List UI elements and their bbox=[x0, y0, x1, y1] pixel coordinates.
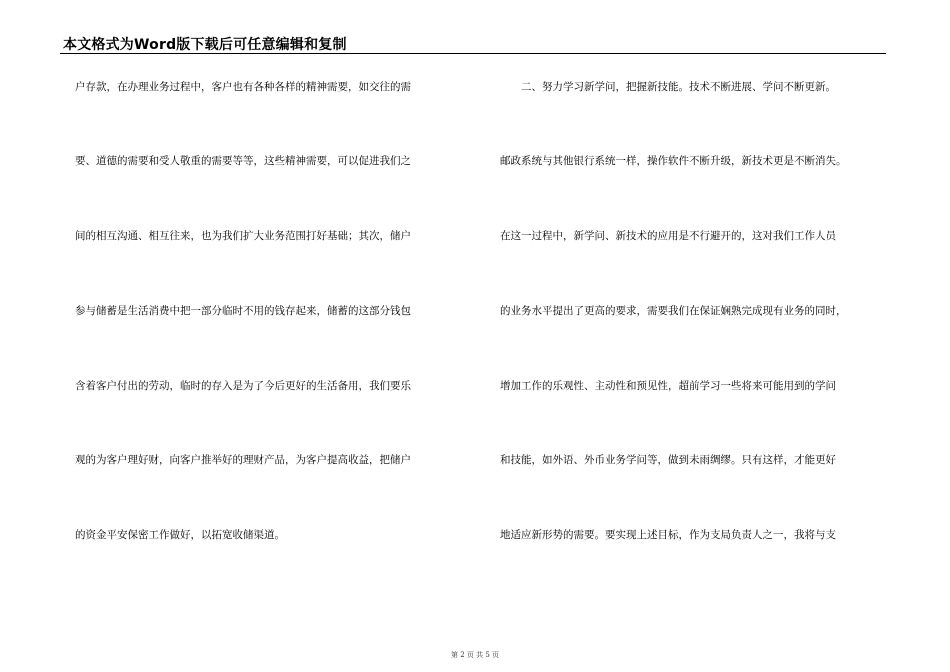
text-line: 邮政系统与其他银行系统一样，操作软件不断升级，新技术更是不断消失。 bbox=[500, 155, 847, 167]
text-line: 在这一过程中，新学问、新技术的应用是不行避开的，这对我们工作人员 bbox=[500, 230, 836, 242]
page-number: 第 2 页 共 5 页 bbox=[450, 651, 500, 659]
text-line: 要、道德的需要和受人敬重的需要等等，这些精神需要，可以促进我们之 bbox=[75, 155, 411, 167]
text-line: 含着客户付出的劳动，临时的存入是为了今后更好的生活备用，我们要乐 bbox=[75, 380, 411, 392]
text-line: 地适应新形势的需要。要实现上述目标，作为支局负责人之一，我将与支 bbox=[500, 529, 836, 541]
text-line: 间的相互沟通、相互往来，也为我们扩大业务范围打好基础；其次，储户 bbox=[75, 230, 411, 242]
text-line: 和技能，如外语、外币业务学问等，做到未雨绸缪。只有这样，才能更好 bbox=[500, 454, 836, 466]
text-line: 参与储蓄是生活消费中把一部分临时不用的钱存起来，储蓄的这部分钱包 bbox=[75, 305, 411, 317]
text-line: 二、努力学习新学问，把握新技能。技术不断进展、学问不断更新。 bbox=[500, 81, 836, 93]
text-line: 观的为客户理好财，向客户推举好的理财产品，为客户提高收益，把储户 bbox=[75, 454, 411, 466]
text-line: 的业务水平提出了更高的要求，需要我们在保证娴熟完成现有业务的同时， bbox=[500, 305, 847, 317]
text-line: 增加工作的乐观性、主动性和预见性，超前学习一些将来可能用到的学问 bbox=[500, 380, 836, 392]
header-divider bbox=[60, 53, 886, 54]
text-line: 户存款，在办理业务过程中，客户也有各种各样的精神需要，如交往的需 bbox=[75, 81, 411, 93]
text-line: 的资金平安保密工作做好，以拓宽收储渠道。 bbox=[75, 529, 285, 541]
page-header-title: 本文格式为Word版下载后可任意编辑和复制 bbox=[63, 37, 347, 53]
